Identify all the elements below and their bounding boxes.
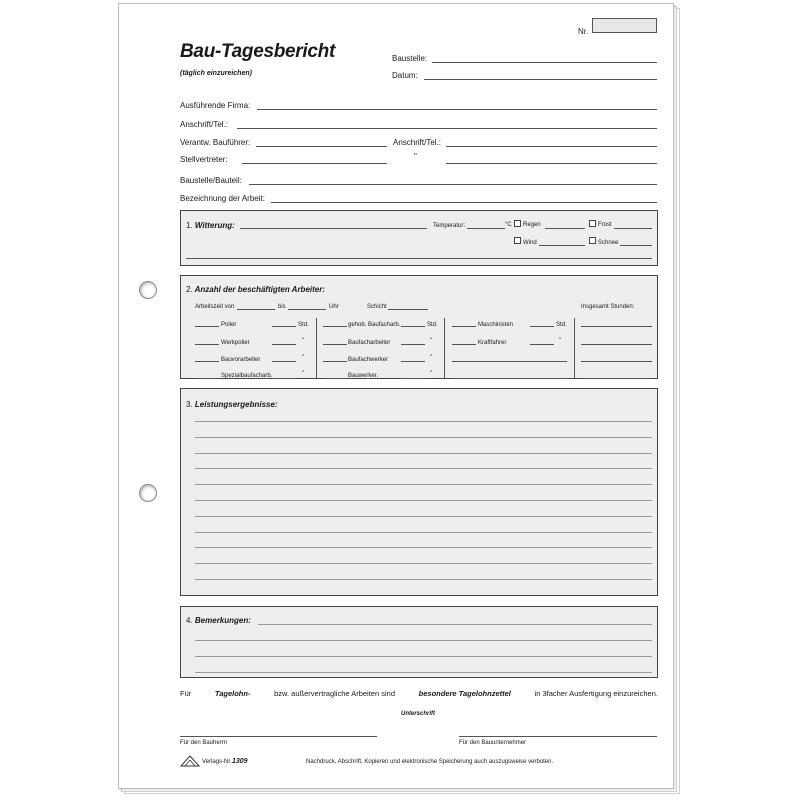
baufachwerker-hours[interactable] — [401, 361, 425, 362]
publisher-logo-icon — [180, 755, 200, 767]
ditto-mark: " — [302, 371, 305, 377]
schnee-label: Schnee — [598, 240, 619, 246]
col-divider-2 — [444, 318, 445, 378]
wind-label: Wind — [523, 240, 537, 246]
total-hours-field[interactable] — [581, 378, 652, 379]
leistung-line[interactable] — [195, 579, 652, 580]
anschrift-tel-2-field[interactable] — [446, 146, 657, 147]
leistung-line[interactable] — [195, 484, 652, 485]
frost-label: Frost — [598, 222, 612, 228]
bemerkungen-title: 4. Bemerkungen: — [186, 616, 251, 625]
bauvorarbeiter-label: Bauvorarbeiter — [221, 357, 261, 363]
gehob-baufacharb-count[interactable] — [323, 326, 347, 327]
anschrift-tel-2-label: Anschrift/Tel.: — [393, 138, 442, 147]
temperatur-field[interactable] — [467, 228, 505, 229]
ditto-mark: " — [559, 338, 562, 344]
total-hours-field[interactable] — [581, 344, 652, 345]
leistung-line[interactable] — [195, 421, 652, 422]
bauunternehmer-signature-line[interactable] — [459, 736, 657, 737]
leistung-line[interactable] — [195, 500, 652, 501]
kraftfahrer-count[interactable] — [452, 344, 476, 345]
baufachwerker-count[interactable] — [323, 361, 347, 362]
frost-field[interactable] — [614, 228, 652, 229]
spezialbaufacharb-count[interactable] — [195, 378, 219, 379]
gehob-baufacharb-label: gehob. Baufacharb. — [348, 322, 401, 328]
nr-field[interactable] — [592, 18, 657, 33]
baustelle-field[interactable] — [432, 62, 657, 63]
verlag-label: Verlags-Nr. — [202, 759, 232, 765]
datum-field[interactable] — [424, 79, 657, 80]
bezeichnung-arbeit-field[interactable] — [271, 202, 657, 203]
baufacharbeiter-hours[interactable] — [401, 344, 425, 345]
schicht-field[interactable] — [388, 309, 428, 310]
leistung-line[interactable] — [195, 563, 652, 564]
bauvorarbeiter-count[interactable] — [195, 361, 219, 362]
baufacharbeiter-label: Baufacharbeiter — [348, 340, 391, 346]
ditto-mark: " — [414, 152, 417, 161]
total-hours-field[interactable] — [581, 361, 652, 362]
nr-label: Nr. — [578, 27, 589, 36]
page-title: Bau-Tagesbericht — [180, 41, 335, 62]
anschrift-tel-field[interactable] — [237, 128, 657, 129]
bemerkungen-line[interactable] — [195, 656, 652, 657]
wind-checkbox[interactable] — [514, 237, 521, 244]
polier-hours[interactable] — [272, 326, 296, 327]
arbeitszeit-label: Arbeitszeit von — [195, 304, 235, 310]
arbeitszeit-von-field[interactable] — [237, 309, 275, 310]
bauvorarbeiter-hours[interactable] — [272, 361, 296, 362]
schicht-label: Schicht — [367, 304, 387, 310]
verantw-baufuehrer-label: Verantw. Bauführer: — [180, 138, 251, 147]
std-label: Std. — [556, 322, 567, 328]
maschinisten-count[interactable] — [452, 326, 476, 327]
regen-checkbox[interactable] — [514, 220, 521, 227]
total-hours-field[interactable] — [581, 326, 652, 327]
arbeiter-title: 2. Anzahl der beschäftigten Arbeiter: — [186, 285, 325, 294]
leistung-section — [180, 388, 658, 596]
bemerkungen-section — [180, 606, 658, 678]
stellvertreter-anschrift-field[interactable] — [446, 163, 657, 164]
bis-label: bis — [278, 304, 286, 310]
ditto-mark: " — [302, 338, 305, 344]
bemerkungen-line[interactable] — [195, 672, 652, 673]
leistung-title: 3. Leistungsergebnisse: — [186, 400, 278, 409]
extra-worker-field-1[interactable] — [452, 361, 567, 362]
wind-field[interactable] — [539, 245, 585, 246]
verantw-baufuehrer-field[interactable] — [256, 146, 387, 147]
werkpolier-label: Werkpolier — [221, 340, 250, 346]
spezialbaufacharb-label: Spezialbaufacharb. — [221, 373, 273, 379]
bemerkungen-line[interactable] — [195, 640, 652, 641]
temperatur-label: Temperatur: — [433, 223, 466, 229]
stellvertreter-field[interactable] — [242, 163, 387, 164]
baustelle-label: Baustelle: — [392, 54, 428, 63]
bauwerker-label: Bauwerker. — [348, 373, 379, 379]
anschrift-tel-label: Anschrift/Tel.: — [180, 120, 229, 129]
witterung-line-2[interactable] — [186, 258, 652, 259]
stellvertreter-label: Stellvertreter: — [180, 155, 228, 164]
punch-hole-top — [139, 281, 157, 299]
kraftfahrer-label: Kraftfahrer — [478, 340, 507, 346]
baustelle-bauteil-label: Baustelle/Bauteil: — [180, 176, 242, 185]
leistung-line[interactable] — [195, 468, 652, 469]
polier-label: Polier — [221, 322, 237, 328]
std-label: Std. — [427, 322, 438, 328]
bezeichnung-arbeit-label: Bezeichnung der Arbeit: — [180, 194, 265, 203]
witterung-field[interactable] — [240, 228, 427, 229]
unterschrift-label: Unterschrift — [401, 711, 436, 717]
regen-label: Regen — [523, 222, 541, 228]
leistung-line[interactable] — [195, 453, 652, 454]
col-divider-3 — [574, 318, 575, 378]
bauwerker-count[interactable] — [323, 378, 347, 379]
col-divider-1 — [316, 318, 317, 378]
page-subtitle: (täglich einzureichen) — [180, 70, 252, 77]
bauherrn-signature-line[interactable] — [180, 736, 377, 737]
ausfuehrende-firma-field[interactable] — [257, 109, 657, 110]
schnee-checkbox[interactable] — [589, 237, 596, 244]
maschinisten-label: Maschinisten — [478, 322, 514, 328]
uhr-label: Uhr — [329, 304, 339, 310]
arbeitszeit-bis-field[interactable] — [288, 309, 326, 310]
verlag-number: 1309 — [232, 758, 248, 765]
baufacharbeiter-count[interactable] — [323, 344, 347, 345]
maschinisten-hours[interactable] — [530, 326, 554, 327]
frost-checkbox[interactable] — [589, 220, 596, 227]
schnee-field[interactable] — [620, 245, 652, 246]
bauherrn-label: Für den Bauherrn — [180, 740, 228, 746]
celsius-unit: °C — [505, 222, 512, 228]
insgesamt-label: Insgesamt Stunden: — [581, 304, 635, 310]
ditto-mark: " — [302, 355, 305, 361]
werkpolier-count[interactable] — [195, 344, 219, 345]
polier-count[interactable] — [195, 326, 219, 327]
leistung-line[interactable] — [195, 547, 652, 548]
ditto-mark: " — [430, 355, 433, 361]
ditto-mark: " — [430, 338, 433, 344]
leistung-line[interactable] — [195, 437, 652, 438]
punch-hole-bottom — [139, 484, 157, 502]
witterung-title: 1. Witterung: — [186, 221, 235, 230]
datum-label: Datum: — [392, 71, 418, 80]
bemerkungen-line[interactable] — [258, 624, 652, 625]
extra-worker-field-2[interactable] — [452, 378, 567, 379]
ditto-mark: " — [430, 371, 433, 377]
regen-field[interactable] — [545, 228, 585, 229]
gehob-baufacharb-hours[interactable] — [401, 326, 425, 327]
werkpolier-hours[interactable] — [272, 344, 296, 345]
copyright-notice: Nachdruck, Abschrift, Kopieren und elektronische Speicherung auch auszugsweise verboten. — [306, 759, 554, 765]
ausfuehrende-firma-label: Ausführende Firma: — [180, 101, 251, 110]
leistung-line[interactable] — [195, 516, 652, 517]
kraftfahrer-hours[interactable] — [530, 344, 554, 345]
leistung-line[interactable] — [195, 532, 652, 533]
footer-note: Für Tagelohn- bzw. außervertragliche Arbeiten sind besondere Tagelohnzettel in 3facher Ausfertigung einzureichen. — [180, 689, 658, 698]
baustelle-bauteil-field[interactable] — [249, 184, 657, 185]
bauunternehmer-label: Für den Bauunternehmer — [459, 740, 527, 746]
bauwerker-hours[interactable] — [401, 378, 425, 379]
spezialbaufacharb-hours[interactable] — [272, 378, 296, 379]
baufachwerker-label: Baufachwerker — [348, 357, 389, 363]
std-label: Std. — [298, 322, 309, 328]
